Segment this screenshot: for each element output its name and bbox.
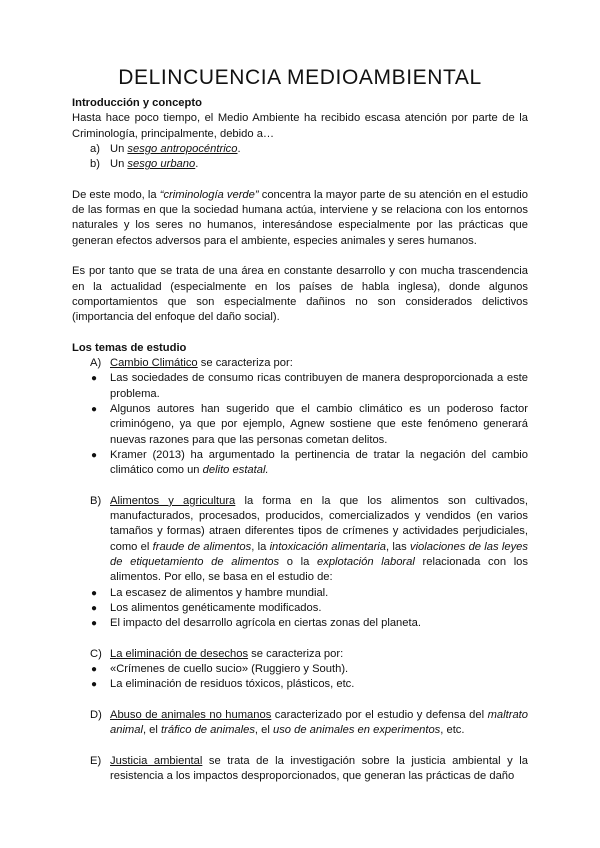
bullet-item: ● El impacto del desarrollo agrícola en ciertas zonas del planeta. xyxy=(91,617,421,630)
intro-paragraph-3: Es por tanto que se trata de una área en constante desarrollo y con mucha trascendencia en la actualidad (especialmente en los países de habla inglesa), donde algunos comportamientos que son especialmente dañinos no son considerados delictivos (importancia del enfoque del daño social). xyxy=(72,265,528,324)
term: sesgo antropocéntrico xyxy=(127,142,238,155)
intro-paragraph-2: De este modo, la “criminología verde” concentra la mayor parte de su atención en el estudio de las formas en que la sociedad humana actúa, interviene y se relaciona con los entornos naturales y los seres no humanos, interesándose especialmente por las prácticas que generan efectos adversos para el ambiente, especies animales y seres humanos. xyxy=(72,188,529,247)
page-title: DELINCUENCIA MEDIOAMBIENTAL xyxy=(118,66,482,89)
document-page xyxy=(72,64,528,784)
topic-e: E) Justicia ambiental se trata de la investigación sobre la justicia ambiental y la resistencia a los impactos desproporcionados, que generan las prácticas de daño xyxy=(90,754,529,783)
term: sesgo urbano xyxy=(127,158,196,171)
bullet-item: ● Algunos autores han sugerido que el cambio climático es un poderoso factor criminógeno, ya que por ejemplo, Agnew sostiene que este fenómeno generará nuevas razones para que las personas cometan delitos. xyxy=(91,402,528,446)
bullet-item: ● «Crímenes de cuello sucio» (Ruggiero y South). xyxy=(91,662,349,675)
topic-a: A) Cambio Climático se caracteriza por: xyxy=(90,357,293,370)
temas-heading: Los temas de estudio xyxy=(72,341,187,354)
bullet-item: ● Kramer (2013) ha argumentado la pertinencia de tratar la negación del cambio climático como un delito estatal. xyxy=(91,448,528,477)
bullet-item: ● Los alimentos genéticamente modificados. xyxy=(91,601,322,614)
intro-lead: Hasta hace poco tiempo, el Medio Ambiente ha recibido escasa atención por parte de la Criminología, principalmente, debido a… xyxy=(72,112,528,140)
topic-b: B) Alimentos y agricultura la forma en la que los alimentos son cultivados, manufacturados, procesados, producidos, comercializados y vendidos (en varios tamaños y formas) atraen diferentes tipos de crímenes y actividades perjudiciales, como el fraude de alimentos, la intoxicación alimentaria, las violaciones de las leyes de etiquetamiento de alimentos o la explotación laboral relacionada con los alimentos. Por ello, se basa en el estudio de: xyxy=(90,494,529,584)
list-item: b) Un sesgo urbano. xyxy=(90,158,199,171)
intro-heading: Introducción y concepto xyxy=(72,97,202,109)
bullet-item: ● La escasez de alimentos y hambre mundial. xyxy=(91,586,329,599)
bullet-item: ● Las sociedades de consumo ricas contribuyen de manera desproporcionada a este problema. xyxy=(91,372,528,400)
list-item: a) Un sesgo antropocéntrico. xyxy=(90,142,241,155)
topic-d: D) Abuso de animales no humanos caracterizado por el estudio y defensa del maltrato animal, el tráfico de animales, el uso de animales en experimentos, etc. xyxy=(90,708,528,737)
bullet-item: ● La eliminación de residuos tóxicos, plásticos, etc. xyxy=(91,678,355,691)
topic-c: C) La eliminación de desechos se caracteriza por: xyxy=(90,647,344,660)
